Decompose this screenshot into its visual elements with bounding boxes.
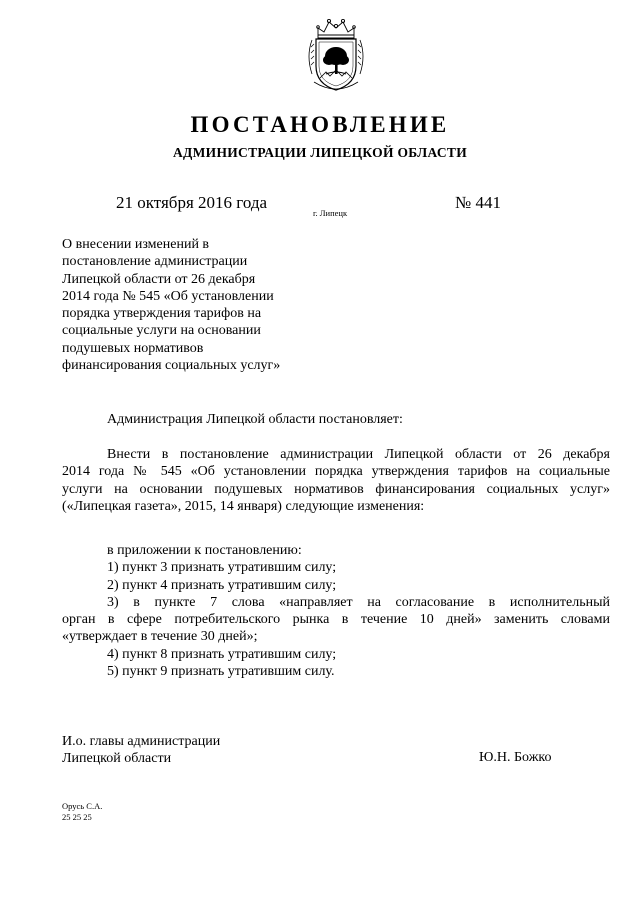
coat-of-arms-icon [304,16,368,94]
list-item: 5) пункт 9 признать утратившим силу. [107,664,335,680]
subject-line: финансирования социальных услуг» [62,358,281,374]
paragraph-line: 2014 года № 545 «Об установлении порядка утверждения тарифов на социальные [62,464,610,480]
paragraph-line: Внести в постановление администрации Липецкой области от 26 декабря [107,447,610,462]
list-item-continuation: орган в сфере потребительского рынка в течение 10 дней» заменить словами [62,612,610,628]
paragraph-line: («Липецкая газета», 2015, 14 января) следующие изменения: [62,498,425,514]
document-subject [62,236,322,374]
list-item-continuation: «утверждает в течение 30 дней»; [62,629,258,645]
subject-line: О внесении изменений в [62,237,210,252]
subject-line: 2014 года № 545 «Об установлении [62,288,274,304]
signature-position-line: Липецкой области [62,751,172,767]
paragraph-line: услуги на основании подушевых нормативов финансирования социальных услуг» [62,481,610,497]
document-number: № 441 [455,193,501,212]
main-paragraph [62,446,610,515]
document-city: г. Липецк [313,208,348,218]
document-date: 21 октября 2016 года [116,193,268,212]
subject-line: социальные услуги на основании [62,323,261,339]
subject-line: подушевых нормативов [62,340,204,356]
changes-list [62,542,610,680]
list-item: 4) пункт 8 признать утратившим силу; [107,646,337,662]
signature-position-line: И.о. главы администрации [62,734,221,749]
list-item: 1) пункт 3 признать утратившим силу; [107,560,337,576]
document-title: ПОСТАНОВЛЕНИЕ [190,112,450,137]
executor-name: Орусь С.А. [62,801,103,811]
subject-line: Липецкой области от 26 декабря [62,271,256,287]
list-item: 2) пункт 4 признать утратившим силу; [107,577,337,593]
signature-name: Ю.Н. Божко [479,750,552,765]
signature-position [62,733,220,768]
document-subtitle: АДМИНИСТРАЦИИ ЛИПЕЦКОЙ ОБЛАСТИ [172,145,468,160]
executor-info [62,801,102,823]
subject-line: постановление администрации [62,254,248,270]
decree-intro: Администрация Липецкой области постановляет: [107,412,403,427]
changes-intro: в приложении к постановлению: [107,543,302,558]
executor-phone: 25 25 25 [62,812,92,822]
subject-line: порядка утверждения тарифов на [62,306,262,322]
list-item: 3) в пункте 7 слова «направляет на согласование в исполнительный [107,594,610,610]
